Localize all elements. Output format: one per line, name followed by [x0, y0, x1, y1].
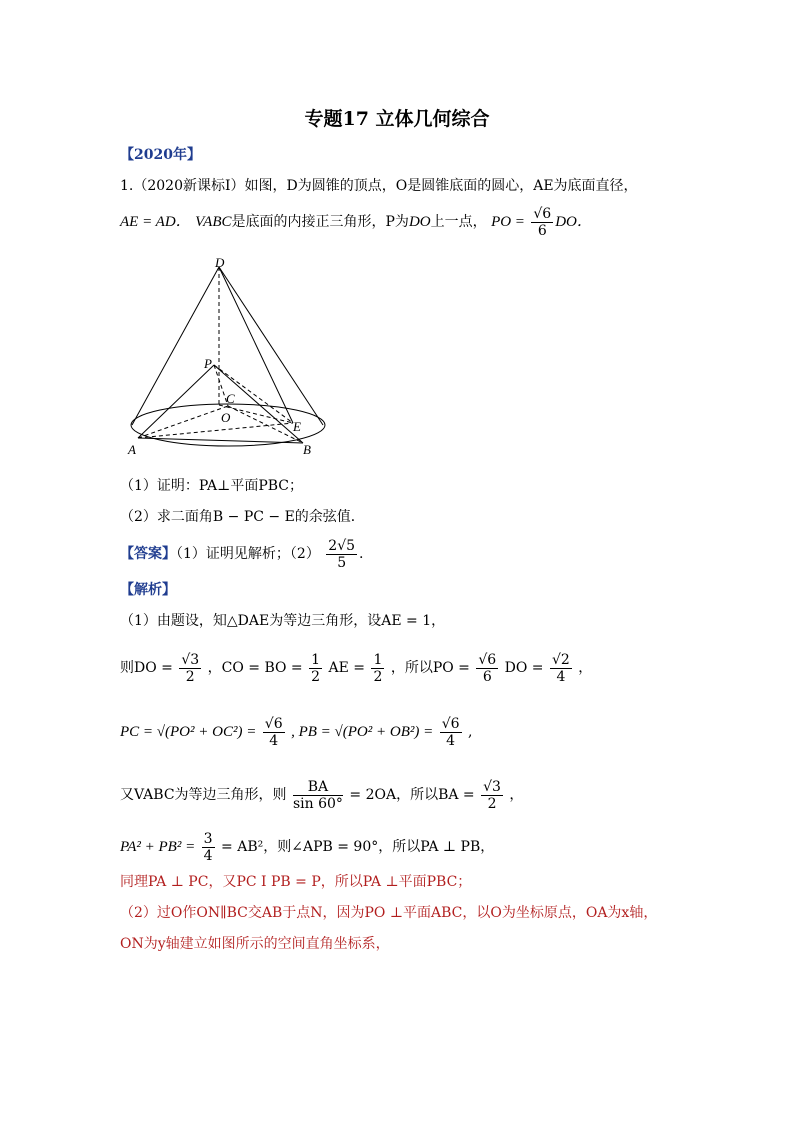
sol-text: ，: [578, 660, 593, 676]
problem-text: 是底面的内接正三角形，P为: [231, 214, 409, 230]
sol-text: PC = √(PO² + OC²) =: [120, 724, 257, 740]
sol-text: ，CO = BO =: [207, 660, 303, 676]
part-2: （2）求二面角B − PC − E的余弦值．: [120, 509, 365, 525]
label-b: B: [303, 442, 311, 457]
problem-line-2: [120, 204, 592, 240]
sol-text: , PB = √(PO² + OB²) =: [291, 724, 434, 740]
sol-text: 则DO =: [120, 660, 173, 676]
answer-end: .: [359, 546, 364, 562]
sol-text: ,: [467, 724, 473, 740]
diameter-ae: [138, 423, 293, 438]
fraction: $\frac{1}{2}$: [311, 651, 321, 685]
analysis-tag: 【解析】: [120, 582, 176, 598]
sol-text: 又VABC为等边三角形，则: [120, 787, 287, 803]
po-equals: PO =: [491, 214, 525, 230]
sol-text: AE =: [328, 660, 365, 676]
sol-text: ，: [509, 787, 524, 803]
answer-tag: 【答案】: [120, 546, 176, 562]
solution-line-7: （2）过O作ON∥BC交AB于点N，因为PO ⊥平面ABC，以O为坐标原点，OA为x轴，: [120, 905, 658, 921]
year-tag: 【2020年】: [120, 147, 201, 163]
fraction: $\frac{√6}{4}$: [441, 715, 460, 749]
fraction: $\frac{√6}{6}$: [478, 651, 497, 685]
solution-line-5: [120, 827, 494, 867]
solution-line-3: [120, 712, 472, 752]
edge-cb: [228, 406, 303, 443]
problem-line-1: 1.（2020新课标Ⅰ）如图，D为圆锥的顶点，O是圆锥底面的圆心，AE为底面直径，: [120, 178, 638, 194]
problem-text: 上一点，: [430, 214, 487, 230]
solution-line-6: 同理PA ⊥ PC，又PC I PB = P，所以PA ⊥平面PBC；: [120, 874, 472, 890]
solution-line-4: [120, 775, 523, 815]
sol-text: = 2OA，所以BA =: [349, 787, 475, 803]
fraction: $\frac{√3}{2}$: [181, 651, 200, 685]
label-c: C: [226, 391, 235, 406]
solution-line-8: ON为y轴建立如图所示的空间直角坐标系，: [120, 936, 390, 952]
fraction-sqrt6-over-6: $\frac{√6}{6}$: [533, 205, 552, 239]
segment-do: DO: [408, 214, 431, 230]
cone-diagram: [120, 255, 330, 460]
fraction: $\frac{√3}{2}$: [483, 778, 501, 812]
fraction: $\frac{√2}{4}$: [551, 651, 570, 685]
label-o: O: [221, 410, 231, 425]
edge-pa: [138, 365, 214, 438]
label-p: P: [204, 356, 212, 371]
answer-line: [120, 536, 363, 572]
label-d: D: [215, 255, 225, 270]
part-1: （1）证明：PA⊥平面PBC；: [120, 478, 303, 494]
sol-text: ，所以PO =: [390, 660, 470, 676]
label-e: E: [293, 419, 301, 434]
fraction: $\frac{√6}{4}$: [264, 715, 283, 749]
solution-line-2: [120, 648, 592, 688]
answer-text: （1）证明见解析；（2）: [176, 546, 320, 562]
sol-text: PA² + PB² =: [120, 839, 196, 855]
solution-line-1: （1）由题设，知△DAE为等边三角形，设AE = 1，: [120, 613, 446, 629]
fraction: $\frac{3}{4}$: [203, 830, 213, 864]
fraction-2sqrt5-over-5: $\frac{2√5}{5}$: [328, 537, 356, 571]
fraction: $\frac{BA}{\sin 60^\circ}$: [292, 778, 343, 812]
cone-figure: [120, 255, 330, 460]
page-title: 专题17 立体几何综合: [304, 108, 490, 130]
sol-text: DO =: [504, 660, 544, 676]
condition-ae-ad: AE = AD．: [120, 214, 191, 230]
segment-do: DO．: [555, 214, 592, 230]
label-a: A: [128, 442, 136, 457]
fraction: $\frac{1}{2}$: [373, 651, 383, 685]
triangle-abc: VABC: [195, 214, 232, 230]
sol-text: = AB²，则∠APB = 90°，所以PA ⊥ PB，: [221, 839, 495, 855]
